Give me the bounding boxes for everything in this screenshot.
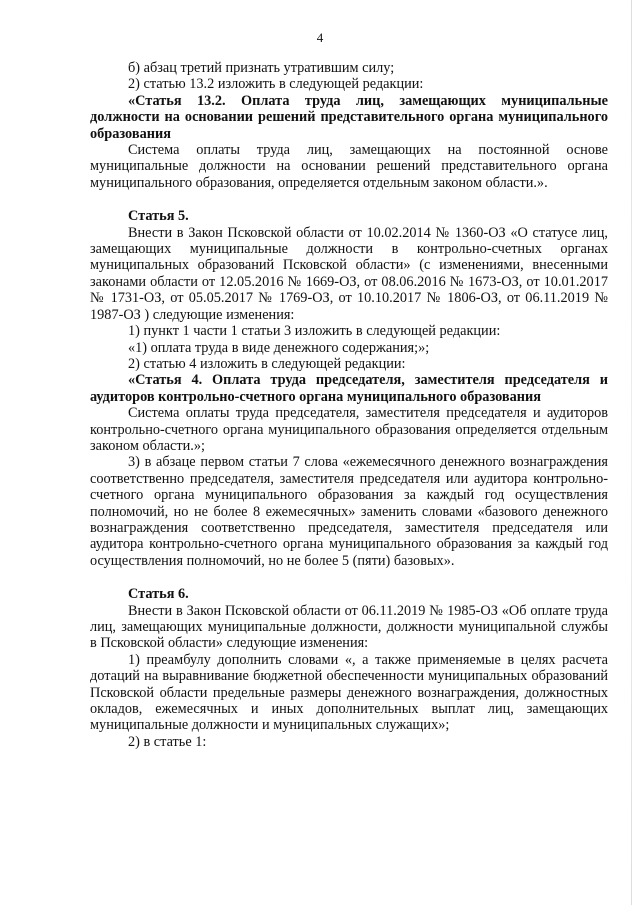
paragraph: 2) в статье 1: — [128, 733, 207, 750]
paragraph: «1) оплата труда в виде денежного содержания;»; — [128, 339, 430, 356]
paragraph: Внести в Закон Псковской области от 10.02.2014 № 1360-ОЗ «О статусе лиц, замещающих муниципальные должности в контрольно-счетных органах муниципальных образований Псковской области» (с изменениями, внесенными законами области от 12.05.2016 № 1669-ОЗ, от 08.06.2016 № 1673-ОЗ, от 10.01.2017 № 1731-ОЗ, от 05.05.2017 № 1769-ОЗ, от 10.10.2017 № 1806-ОЗ, от 06.11.2019 № 1987-ОЗ ) следующие изменения: — [90, 224, 608, 323]
paragraph: Система оплаты труда председателя, заместителя председателя и аудиторов контрольно-счетного органа муниципального образования определяется отдельным законом области.»; — [90, 405, 608, 454]
article-heading-4: «Статья 4. Оплата труда председателя, заместителя председателя и аудиторов контрольно-счетного органа муниципального образования — [90, 372, 608, 405]
article-5-heading: Статья 5. — [128, 208, 189, 225]
article-6-heading: Статья 6. — [128, 586, 189, 603]
paragraph: б) абзац третий признать утратившим силу; — [128, 60, 395, 76]
paragraph: 1) преамбулу дополнить словами «, а также применяемые в целях расчета дотаций на выравнивание бюджетной обеспеченности муниципальных образований Псковской области предельные размеры денежного вознаграждения, должностных окладов, ежемесячных и иных дополнительных выплат лиц, замещающих муниципальные должности и муниципальных служащих»; — [90, 651, 608, 734]
paragraph: 3) в абзаце первом статьи 7 слова «ежемесячного денежного вознаграждения соответственно председателя, заместителя председателя или аудитора контрольно-счетного органа муниципального образования за каждый год осуществления полномочий, но не более 8 ежемесячных» заменить словами «базового денежного вознаграждения соответственно председателя, заместителя председателя или аудитора контрольно-счетного органа муниципального образования за каждый год осуществления полномочий, но не более 5 (пяти) базовых». — [90, 454, 608, 569]
page-edge — [631, 0, 632, 905]
paragraph: Система оплаты труда лиц, замещающих на постоянной основе муниципальные должности на основании решений представительного органа муниципального образования, определяется отдельным законом области.». — [90, 142, 608, 191]
spacer — [90, 569, 608, 586]
page-number: 4 — [316, 30, 324, 45]
paragraph: 1) пункт 1 части 1 статьи 3 изложить в следующей редакции: — [128, 323, 501, 340]
paragraph: 2) статью 13.2 изложить в следующей редакции: — [128, 76, 424, 93]
paragraph: Внести в Закон Псковской области от 06.11.2019 № 1985-ОЗ «Об оплате труда лиц, замещающих муниципальные должности, должности муниципальной службы в Псковской области» следующие изменения: — [90, 602, 608, 652]
spacer — [90, 191, 608, 208]
paragraph: 2) статью 4 изложить в следующей редакции: — [128, 355, 406, 372]
article-heading-13-2: «Статья 13.2. Оплата труда лиц, замещающих муниципальные должности на основании решений представительного органа муниципального образования — [90, 92, 608, 142]
document-body — [90, 60, 608, 750]
